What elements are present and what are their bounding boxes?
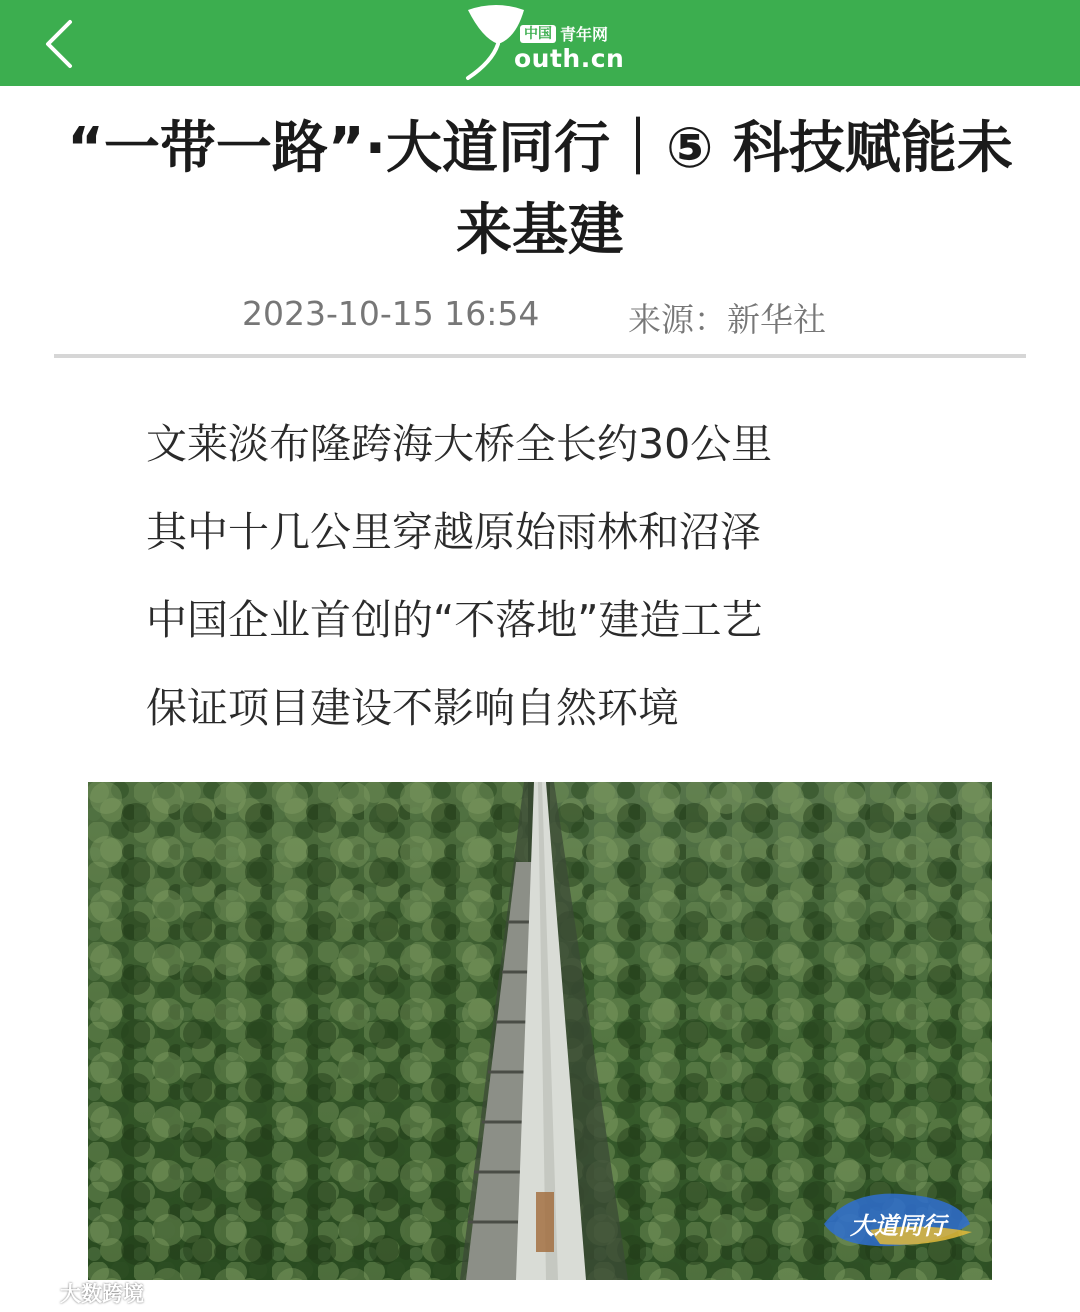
article-photo[interactable] xyxy=(88,782,992,1280)
site-logo[interactable] xyxy=(462,4,625,82)
publish-date: 2023-10-15 16:54 xyxy=(242,294,540,333)
brand-stamp xyxy=(810,1184,980,1254)
logo-domain: outh.cn xyxy=(514,44,625,73)
top-bar xyxy=(0,0,1080,86)
stamp-text: 大道同行 xyxy=(850,1211,946,1240)
paragraph: 中国企业首创的“不落地”建造工艺 xyxy=(146,596,763,644)
logo-cn: 青年网 xyxy=(560,25,609,44)
back-button[interactable] xyxy=(36,16,84,72)
paragraph: 其中十几公里穿越原始雨林和沼泽 xyxy=(146,508,761,556)
chevron-left-icon xyxy=(36,16,84,72)
article-title: “一带一路”·大道同行｜⑤ 科技赋能未来基建 xyxy=(67,116,1013,263)
logo-brand xyxy=(520,22,608,45)
watermark xyxy=(10,1278,144,1308)
paragraph: 文莱淡布隆跨海大桥全长约30公里 xyxy=(146,420,773,468)
article-meta xyxy=(0,294,1080,344)
divider xyxy=(54,354,1026,358)
watermark-logo-icon xyxy=(10,1280,54,1306)
watermark-text: 大数跨境 xyxy=(60,1282,144,1306)
logo-badge: 中国 xyxy=(520,25,556,43)
article-source: 来源：新华社 xyxy=(628,300,826,339)
article-body xyxy=(146,404,946,756)
paragraph: 保证项目建设不影响自然环境 xyxy=(146,684,679,732)
